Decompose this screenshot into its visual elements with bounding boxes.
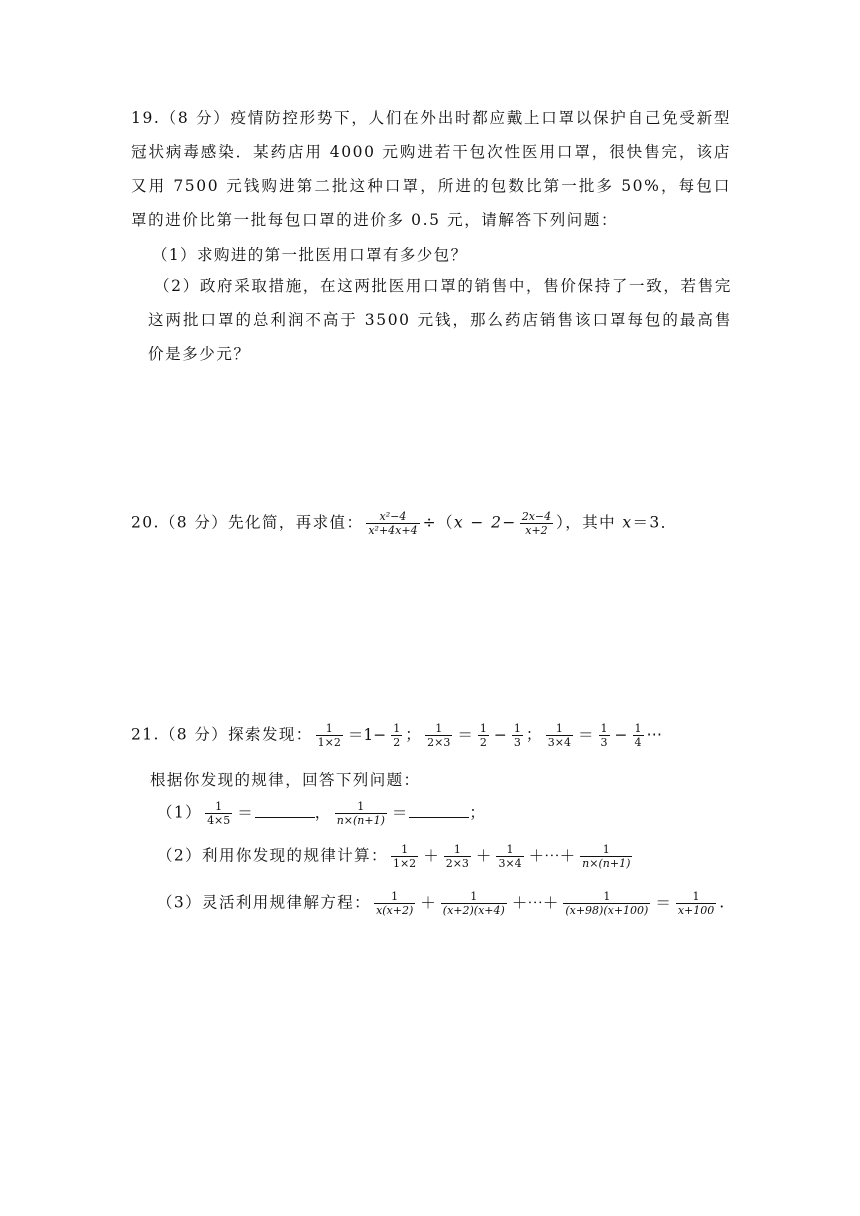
fraction-1-over-4x5 bbox=[205, 800, 232, 827]
q20-frac2-denominator: x+2 bbox=[520, 523, 553, 537]
q20-prefix: 20.（8 分）先化简，再求值： bbox=[131, 513, 364, 532]
plus-ellipsis-plus: ＋⋯＋ bbox=[528, 846, 576, 865]
plus: ＋ bbox=[420, 893, 436, 912]
fraction-1-over-2x3 bbox=[425, 722, 452, 749]
equals: ＝ bbox=[391, 803, 408, 822]
q20-frac1-denominator: x²+4x+4 bbox=[368, 524, 418, 537]
q19-part1: （1）求购进的第一批医用口罩有多少包？ bbox=[152, 246, 468, 264]
part2-label: （2）利用你发现的规律计算： bbox=[157, 846, 388, 865]
denominator: 3 bbox=[600, 736, 608, 749]
plus-ellipsis-plus: ＋⋯＋ bbox=[511, 893, 559, 912]
ellipsis: ⋯ bbox=[646, 725, 664, 744]
numerator: 1 bbox=[391, 890, 399, 903]
denominator: 3 bbox=[513, 736, 521, 749]
numerator: 1 bbox=[435, 722, 443, 735]
equals: ＝ bbox=[457, 725, 473, 744]
equals-one-minus: ＝1− bbox=[347, 725, 387, 744]
denominator: 1×2 bbox=[392, 857, 417, 870]
equals: ＝ bbox=[655, 893, 671, 912]
semicolon: ； bbox=[469, 803, 487, 822]
fraction-1-over-n-n1 bbox=[335, 800, 387, 827]
fraction-1-over-4 bbox=[633, 722, 644, 749]
fraction-1-over-2 bbox=[478, 722, 489, 749]
fraction-1-over-x2-x4 bbox=[441, 890, 507, 917]
denominator: 1×2 bbox=[317, 736, 341, 749]
q20-x-minus-2: x − 2− bbox=[453, 513, 517, 532]
minus: − bbox=[614, 725, 628, 744]
numerator: 1 bbox=[325, 722, 333, 735]
denominator: (x+2)(x+4) bbox=[442, 904, 505, 917]
numerator: 1 bbox=[215, 800, 223, 813]
denominator: x(x+2) bbox=[376, 904, 414, 917]
answer-blank-2[interactable] bbox=[409, 803, 469, 818]
denominator: 4 bbox=[634, 736, 642, 749]
q20-expression bbox=[131, 510, 678, 537]
denominator: 3×4 bbox=[547, 736, 571, 749]
numerator: 1 bbox=[453, 843, 461, 856]
q21-part1 bbox=[157, 800, 486, 827]
answer-blank-1[interactable] bbox=[255, 803, 315, 818]
q21-prefix: 21.（8 分）探索发现： bbox=[131, 725, 313, 744]
fraction-1-over-2 bbox=[391, 722, 402, 749]
denominator: 2×3 bbox=[427, 736, 451, 749]
numerator: 1 bbox=[393, 722, 401, 735]
denominator: x+100 bbox=[677, 904, 715, 917]
q20-fraction-1 bbox=[366, 510, 419, 537]
numerator: 1 bbox=[602, 843, 610, 856]
q20-variable: x bbox=[622, 513, 633, 532]
numerator: 1 bbox=[470, 890, 478, 903]
part3-label: （3）灵活利用规律解方程： bbox=[157, 893, 372, 912]
denominator: n×(n+1) bbox=[582, 857, 631, 870]
fraction-1-over-3 bbox=[599, 722, 610, 749]
denominator: 3×4 bbox=[498, 857, 522, 870]
equals: ＝ bbox=[237, 803, 253, 822]
numerator: 1 bbox=[479, 722, 487, 735]
numerator: 1 bbox=[555, 722, 563, 735]
q21-part2 bbox=[157, 843, 635, 870]
q20-frac1-numerator: x²−4 bbox=[379, 510, 407, 523]
fraction-1-over-n-n1 bbox=[580, 843, 632, 870]
denominator: (x+98)(x+100) bbox=[565, 904, 649, 917]
fraction-1-over-x100 bbox=[676, 890, 716, 917]
numerator: 1 bbox=[603, 890, 611, 903]
q19-part2: （2）政府采取措施，在这两批医用口罩的销售中，售价保持了一致，若售完这两批口罩的总利润不高于 3500 元钱，那么药店销售该口罩每包的最高售价是多少元？ bbox=[148, 277, 732, 363]
fraction-1-over-3x4 bbox=[546, 722, 573, 749]
q21-discovery bbox=[131, 722, 663, 749]
fraction-1-over-3 bbox=[512, 722, 523, 749]
equals: ＝ bbox=[577, 725, 594, 744]
denominator: n×(n+1) bbox=[336, 814, 385, 827]
fraction-1-over-3x4 bbox=[496, 843, 523, 870]
q21-intro: 根据你发现的规律，回答下列问题： bbox=[150, 771, 421, 789]
part1-label: （1） bbox=[157, 803, 203, 822]
semicolon: ； bbox=[405, 725, 423, 744]
period: . bbox=[719, 893, 726, 912]
q20-divide: ÷（ bbox=[422, 513, 454, 532]
semicolon: ； bbox=[525, 725, 543, 744]
numerator: 1 bbox=[513, 722, 521, 735]
q20-suffix: ），其中 bbox=[556, 513, 623, 532]
plus: ＋ bbox=[475, 846, 492, 865]
denominator: 2 bbox=[393, 736, 401, 749]
fraction-1-over-1x2 bbox=[316, 722, 343, 749]
minus: − bbox=[493, 725, 507, 744]
numerator: 1 bbox=[600, 722, 608, 735]
fraction-1-over-1x2 bbox=[391, 843, 418, 870]
q21-part3 bbox=[157, 890, 726, 917]
fraction-1-over-x-x2 bbox=[374, 890, 415, 917]
q19-stem: 19.（8 分）疫情防控形势下，人们在外出时都应戴上口罩以保护自己免受新型冠状病毒感染．某药店用 4000 元购进若干包次性医用口罩，很快售完，该店又用 7500 元钱购进第二批这种口罩，所进的包数比第一批多 50%，每包口罩的进价比第一批每包口罩的进价多 0.5 元，请解答下列问题： bbox=[131, 109, 731, 229]
plus: ＋ bbox=[423, 846, 439, 865]
numerator: 1 bbox=[357, 800, 365, 813]
fraction-1-over-2x3 bbox=[444, 843, 471, 870]
q20-value: ＝3． bbox=[632, 513, 678, 532]
q20-frac2-numerator: 2x−4 bbox=[521, 510, 552, 523]
denominator: 2 bbox=[479, 736, 487, 749]
denominator: 2×3 bbox=[445, 857, 469, 870]
numerator: 1 bbox=[692, 890, 700, 903]
fraction-1-over-x98-x100 bbox=[563, 890, 650, 917]
comma: ， bbox=[314, 803, 332, 822]
numerator: 1 bbox=[634, 722, 642, 735]
denominator: 4×5 bbox=[207, 814, 231, 827]
numerator: 1 bbox=[506, 843, 514, 856]
q20-fraction-2 bbox=[520, 510, 553, 537]
numerator: 1 bbox=[401, 843, 409, 856]
